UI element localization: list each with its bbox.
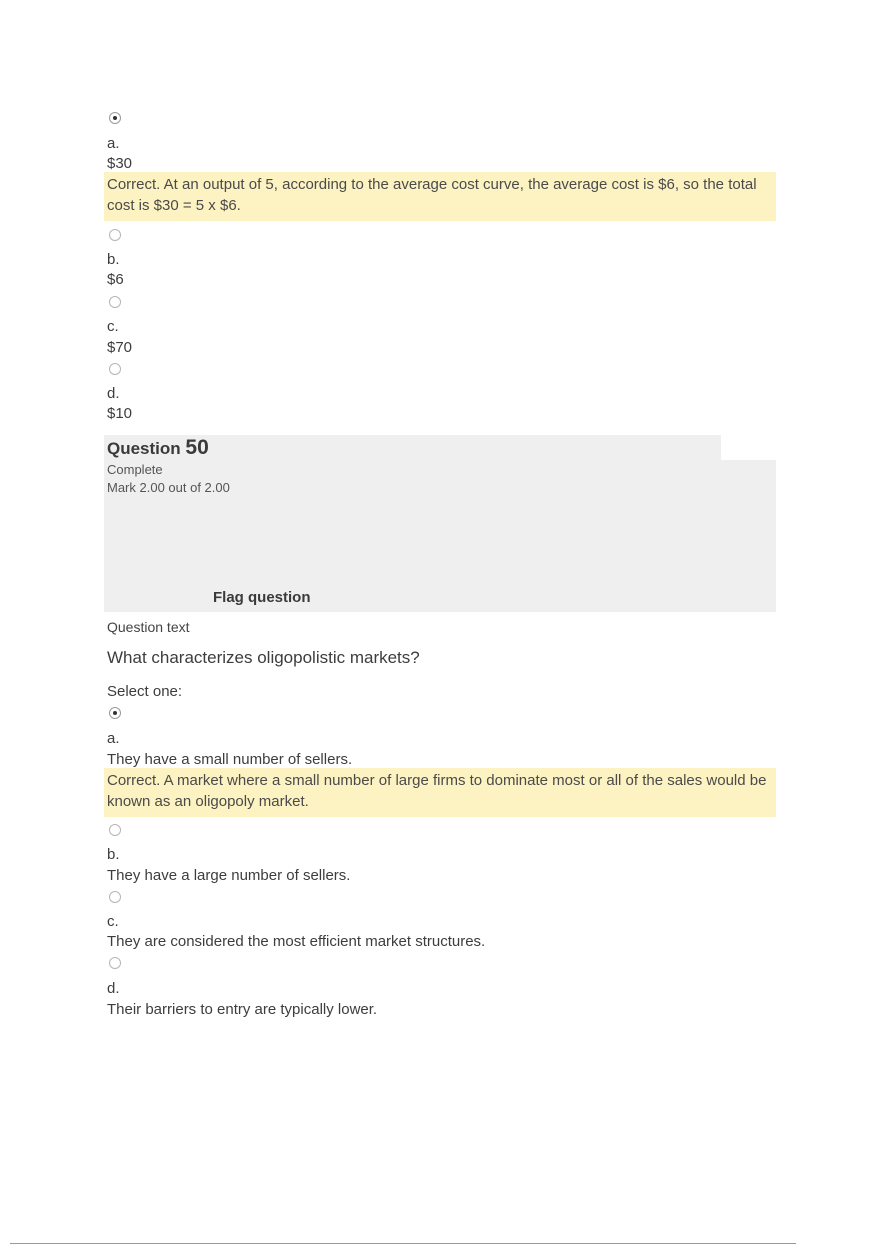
q50-feedback: Correct. A market where a small number of large firms to dominate most or all of the sales would be known as an oligopoly market. — [104, 768, 776, 817]
q49-option-c-letter: c. — [107, 318, 119, 335]
q49-option-b-letter: b. — [107, 251, 120, 268]
flag-question-link[interactable]: Flag question — [213, 589, 311, 606]
q50-option-b-text: They have a large number of sellers. — [107, 867, 351, 884]
q49-option-a-text: $30 — [107, 155, 133, 172]
question-state: Complete — [107, 462, 163, 477]
q50-option-a-letter: a. — [107, 730, 120, 747]
page-footer-divider — [10, 1243, 796, 1244]
select-one-prompt: Select one: — [107, 683, 183, 700]
q49-option-c-text: $70 — [107, 339, 133, 356]
q49-option-d-text: $10 — [107, 405, 133, 422]
question-text-label: Question text — [107, 619, 190, 635]
question-mark: Mark 2.00 out of 2.00 — [107, 480, 230, 495]
q50-option-d-text: Their barriers to entry are typically lower. — [107, 1001, 378, 1018]
q50-option-c-text: They are considered the most efficient market structures. — [107, 933, 486, 950]
q49-option-b-text: $6 — [107, 271, 124, 288]
q49-option-d-radio[interactable] — [109, 363, 121, 375]
q50-option-c-radio[interactable] — [109, 891, 121, 903]
q49-option-a-radio[interactable] — [109, 112, 121, 124]
q50-option-c-letter: c. — [107, 913, 119, 930]
question-title-word: Question — [107, 439, 181, 458]
q50-option-b-radio[interactable] — [109, 824, 121, 836]
question-text: What characterizes oligopolistic markets? — [107, 648, 420, 667]
q49-feedback: Correct. At an output of 5, according to the average cost curve, the average cost is $6, so the total cost is $30 = 5 x $6. — [104, 172, 776, 221]
question-number: 50 — [185, 436, 209, 459]
q50-option-d-letter: d. — [107, 980, 120, 997]
q50-option-a-text: They have a small number of sellers. — [107, 751, 353, 768]
q49-option-b-radio[interactable] — [109, 229, 121, 241]
q49-option-a-letter: a. — [107, 135, 120, 152]
question-title — [107, 436, 209, 460]
q50-option-b-letter: b. — [107, 846, 120, 863]
q49-option-d-letter: d. — [107, 385, 120, 402]
q50-option-a-radio[interactable] — [109, 707, 121, 719]
q50-option-d-radio[interactable] — [109, 957, 121, 969]
q49-option-c-radio[interactable] — [109, 296, 121, 308]
